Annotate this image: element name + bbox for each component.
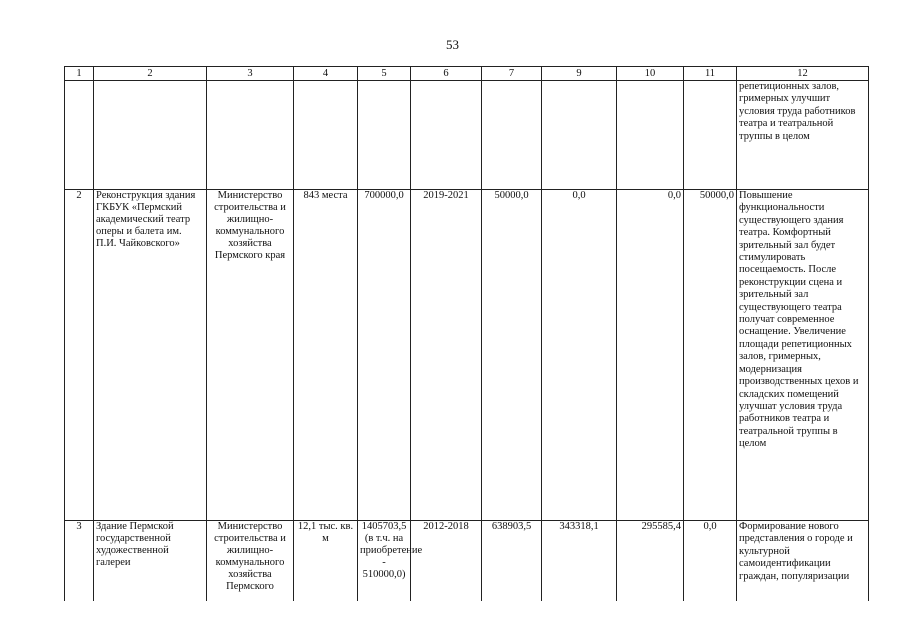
total-cell: [482, 81, 542, 190]
column-header: 4: [294, 67, 358, 81]
total-cell: 638903,5: [482, 521, 542, 602]
ministry-cell: [207, 81, 294, 190]
column-header: 3: [207, 67, 294, 81]
page-number: 53: [446, 37, 459, 52]
effect-cell: Повышение функциональности существующего здания театра. Комфортный зрительный зал будет стимулировать посещаемость. После реконструкции сцена и зрительный зал существующего театра получат современное оснащение. Увеличение площади репетиционных залов, гримерных, модернизация производственных цехов и складских помещений улучшат условия труда работников театра и театральной труппы в целом: [737, 190, 869, 521]
value-col11: 50000,0: [684, 190, 737, 521]
value-col9: 343318,1: [542, 521, 617, 602]
column-header: 1: [65, 67, 94, 81]
header-row: [65, 67, 869, 81]
column-header: 11: [684, 67, 737, 81]
value-col9: [542, 81, 617, 190]
column-header: 2: [94, 67, 207, 81]
effect-cell: репетиционных залов, гримерных улучшит условия труда работников театра и театральной труппы в целом: [737, 81, 869, 190]
data-table: [64, 66, 869, 601]
value-col10: [617, 81, 684, 190]
object-name: Здание Пермской государственной художественной галереи: [94, 521, 207, 602]
value-col9: 0,0: [542, 190, 617, 521]
object-name: Реконструкция здания ГКБУК «Пермский академический театр оперы и балета им. П.И. Чайковского»: [94, 190, 207, 521]
table-row: [65, 521, 869, 602]
cost-cell: [358, 81, 411, 190]
ministry-cell: Министерство строительства и жилищно-коммунального хозяйства Пермского: [207, 521, 294, 602]
cost-cell: 1405703,5 (в т.ч. на приобретение - 510000,0): [358, 521, 411, 602]
value-col10: 295585,4: [617, 521, 684, 602]
column-header: 6: [411, 67, 482, 81]
period-cell: 2012-2018: [411, 521, 482, 602]
value-col10: 0,0: [617, 190, 684, 521]
row-number: 3: [65, 521, 94, 602]
column-header: 12: [737, 67, 869, 81]
value-col11: 0,0: [684, 521, 737, 602]
effect-cell: Формирование нового представления о городе и культурной самоидентификации граждан, популяризации: [737, 521, 869, 602]
period-cell: 2019-2021: [411, 190, 482, 521]
period-cell: [411, 81, 482, 190]
table-row: [65, 81, 869, 190]
capacity-cell: 12,1 тыс. кв. м: [294, 521, 358, 602]
column-header: 10: [617, 67, 684, 81]
column-header: 9: [542, 67, 617, 81]
cost-cell: 700000,0: [358, 190, 411, 521]
capacity-cell: 843 места: [294, 190, 358, 521]
total-cell: 50000,0: [482, 190, 542, 521]
table-row: [65, 190, 869, 521]
object-name: [94, 81, 207, 190]
row-number: 2: [65, 190, 94, 521]
column-header: 5: [358, 67, 411, 81]
capacity-cell: [294, 81, 358, 190]
value-col11: [684, 81, 737, 190]
row-number: [65, 81, 94, 190]
ministry-cell: Министерство строительства и жилищно-коммунального хозяйства Пермского края: [207, 190, 294, 521]
column-header: 7: [482, 67, 542, 81]
